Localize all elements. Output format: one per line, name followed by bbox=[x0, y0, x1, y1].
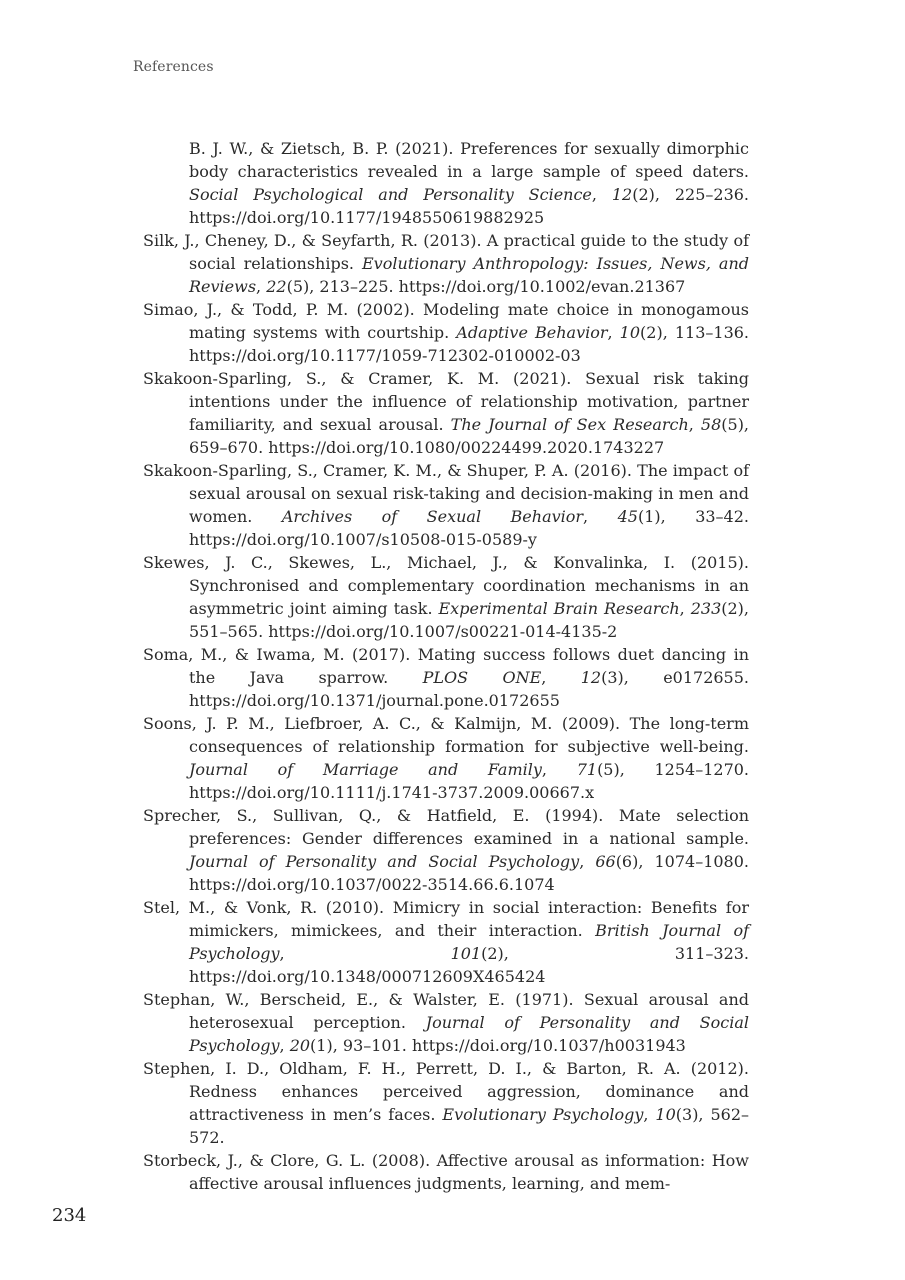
reference-text: Simao, J., & Todd, P. M. (2002). Modeling mate choice in monogamous mating systems with courtship. bbox=[143, 300, 749, 342]
volume: 58 bbox=[700, 415, 722, 434]
reference-text: B. J. W., & Zietsch, B. P. (2021). Preferences for sexually dimorphic body characteristics revealed in a large sample of speed daters. bbox=[189, 139, 749, 181]
reference-tail: (2), 113–136. https://doi.org/10.1177/1059-712302-010002-03 bbox=[189, 323, 750, 365]
volume: 71 bbox=[576, 760, 598, 779]
reference-tail: (5), 1254–1270. https://doi.org/10.1111/j.1741-3737.2009.00667.x bbox=[189, 760, 750, 802]
reference-entry: Simao, J., & Todd, P. M. (2002). Modeling mate choice in monogamous mating systems with courtship. Adaptive Behavior, 10(2), 113–136. https://doi.org/10.1177/1059-712302-010002-03 bbox=[143, 300, 750, 365]
volume: 233 bbox=[690, 599, 722, 618]
reference-text: Stephen, I. D., Oldham, F. H., Perrett, D. I., & Barton, R. A. (2012). Redness enhances perceived aggression, dominance and attractiveness in men’s faces. bbox=[143, 1059, 749, 1124]
reference-tail: (5), 659–670. https://doi.org/10.1080/00224499.2020.1743227 bbox=[189, 415, 750, 457]
journal-title: Journal of Personality and Social Psychology bbox=[189, 852, 580, 871]
reference-text: Sprecher, S., Sullivan, Q., & Hatfield, E. (1994). Mate selection preferences: Gender differences examined in a national sample. bbox=[143, 806, 749, 848]
journal-title: British Journal of Psychology bbox=[189, 921, 749, 963]
journal-title: Evolutionary Anthropology: Issues, News, and Reviews bbox=[189, 254, 749, 296]
journal-title: Journal of Marriage and Family bbox=[189, 760, 542, 779]
volume: 12 bbox=[580, 668, 602, 687]
reference-entry: B. J. W., & Zietsch, B. P. (2021). Preferences for sexually dimorphic body characteristics revealed in a large sample of speed daters. Social Psychological and Personality Science, 12(2), 225–236. https://doi.org/10.1177/1948550619882925 bbox=[189, 139, 750, 227]
journal-title: Experimental Brain Research bbox=[438, 599, 680, 618]
journal-title: The Journal of Sex Research bbox=[450, 415, 689, 434]
volume: 66 bbox=[595, 852, 616, 871]
reference-entry: Soma, M., & Iwama, M. (2017). Mating success follows duet dancing in the Java sparrow. PLOS ONE, 12(3), e0172655. https://doi.org/10.1371/journal.pone.0172655 bbox=[143, 645, 750, 710]
reference-tail: (1), 33–42. https://doi.org/10.1007/s10508-015-0589-y bbox=[189, 507, 749, 549]
reference-text: Stephan, W., Berscheid, E., & Walster, E. (1971). Sexual arousal and heterosexual perception. bbox=[143, 990, 749, 1032]
reference-list bbox=[143, 137, 749, 1195]
volume: 10 bbox=[619, 323, 641, 342]
reference-tail: (3), 562–572. bbox=[189, 1105, 749, 1147]
page-number: 234 bbox=[52, 1205, 87, 1226]
reference-tail: (5), 213–225. https://doi.org/10.1002/evan.21367 bbox=[286, 277, 686, 296]
reference-tail: (2), 311–323. https://doi.org/10.1348/000712609X465424 bbox=[189, 944, 750, 986]
reference-text: Silk, J., Cheney, D., & Seyfarth, R. (2013). A practical guide to the study of social relationships. bbox=[143, 231, 749, 273]
reference-entry: Stel, M., & Vonk, R. (2010). Mimicry in social interaction: Benefits for mimickers, mimickees, and their interaction. British Journal of Psychology, 101(2), 311–323. https://doi.org/10.1348/000712609X465424 bbox=[143, 898, 750, 986]
reference-entry bbox=[143, 1149, 749, 1195]
journal-title: Journal of Personality and Social Psychology bbox=[189, 1013, 750, 1055]
reference-text: Stel, M., & Vonk, R. (2010). Mimicry in social interaction: Benefits for mimickers, mimickees, and their interaction. bbox=[143, 898, 749, 940]
volume: 22 bbox=[266, 277, 287, 296]
running-head: References bbox=[133, 59, 214, 75]
journal-title: Social Psychological and Personality Science bbox=[189, 185, 592, 204]
reference-text: Skakoon-Sparling, S., & Cramer, K. M. (2021). Sexual risk taking intentions under the influence of relationship motivation, partner familiarity, and sexual arousal. bbox=[143, 369, 749, 434]
reference-entry: Skakoon-Sparling, S., Cramer, K. M., & Shuper, P. A. (2016). The impact of sexual arousal on sexual risk-taking and decision-making in men and women. Archives of Sexual Behavior, 45(1), 33–42. https://doi.org/10.1007/s10508-015-0589-y bbox=[143, 461, 749, 549]
reference-text: Storbeck, J., & Clore, G. L. (2008). Affective arousal as information: How affective arousal influences judgments, learning, and mem- bbox=[143, 1151, 749, 1193]
journal-title: Adaptive Behavior bbox=[456, 323, 608, 342]
reference-text: Soma, M., & Iwama, M. (2017). Mating success follows duet dancing in the Java sparrow. bbox=[143, 645, 749, 687]
reference-entry: Stephan, W., Berscheid, E., & Walster, E. (1971). Sexual arousal and heterosexual perception. Journal of Personality and Social Psychology, 20(1), 93–101. https://doi.org/10.1037/h0031943 bbox=[143, 990, 750, 1055]
volume: 101 bbox=[450, 944, 482, 963]
journal-title: Archives of Sexual Behavior bbox=[281, 507, 584, 526]
journal-title: Evolutionary Psychology bbox=[442, 1105, 644, 1124]
reference-entry: Soons, J. P. M., Liefbroer, A. C., & Kalmijn, M. (2009). The long-term consequences of relationship formation for subjective well-being. Journal of Marriage and Family, 71(5), 1254–1270. https://doi.org/10.1111/j.1741-3737.2009.00667.x bbox=[143, 714, 750, 802]
journal-title: PLOS ONE bbox=[422, 668, 542, 687]
reference-text: Soons, J. P. M., Liefbroer, A. C., & Kalmijn, M. (2009). The long-term consequences of relationship formation for subjective well-being. bbox=[143, 714, 749, 756]
volume: 45 bbox=[617, 507, 638, 526]
volume: 20 bbox=[289, 1036, 311, 1055]
reference-entry: Silk, J., Cheney, D., & Seyfarth, R. (2013). A practical guide to the study of social relationships. Evolutionary Anthropology: Issues, News, and Reviews, 22(5), 213–225. https://doi.org/10.1002/evan.21367 bbox=[143, 231, 749, 296]
reference-entry: Stephen, I. D., Oldham, F. H., Perrett, D. I., & Barton, R. A. (2012). Redness enhances perceived aggression, dominance and attractiveness in men’s faces. Evolutionary Psychology, 10(3), 562–572. bbox=[143, 1059, 749, 1147]
reference-entry: Sprecher, S., Sullivan, Q., & Hatfield, E. (1994). Mate selection preferences: Gender differences examined in a national sample. Journal of Personality and Social Psychology, 66(6), 1074–1080. https://doi.org/10.1037/0022-3514.66.6.1074 bbox=[143, 806, 749, 894]
reference-tail: (3), e0172655. https://doi.org/10.1371/journal.pone.0172655 bbox=[189, 668, 750, 710]
volume: 12 bbox=[611, 185, 633, 204]
reference-text: Skewes, J. C., Skewes, L., Michael, J., & Konvalinka, I. (2015). Synchronised and complementary coordination mechanisms in an asymmetric joint aiming task. bbox=[143, 553, 749, 618]
reference-text: Skakoon-Sparling, S., Cramer, K. M., & Shuper, P. A. (2016). The impact of sexual arousal on sexual risk-taking and decision-making in men and women. bbox=[143, 461, 749, 526]
reference-entry: Skakoon-Sparling, S., & Cramer, K. M. (2021). Sexual risk taking intentions under the influence of relationship motivation, partner familiarity, and sexual arousal. The Journal of Sex Research, 58(5), 659–670. https://doi.org/10.1080/00224499.2020.1743227 bbox=[143, 369, 750, 457]
reference-tail: (2), 551–565. https://doi.org/10.1007/s00221-014-4135-2 bbox=[189, 599, 749, 641]
reference-tail: (2), 225–236. https://doi.org/10.1177/1948550619882925 bbox=[189, 185, 750, 227]
reference-tail: (6), 1074–1080. https://doi.org/10.1037/0022-3514.66.6.1074 bbox=[189, 852, 749, 894]
volume: 10 bbox=[655, 1105, 676, 1124]
reference-entry: Skewes, J. C., Skewes, L., Michael, J., & Konvalinka, I. (2015). Synchronised and complementary coordination mechanisms in an asymmetric joint aiming task. Experimental Brain Research, 233(2), 551–565. https://doi.org/10.1007/s00221-014-4135-2 bbox=[143, 553, 749, 641]
reference-tail: (1), 93–101. https://doi.org/10.1037/h0031943 bbox=[310, 1036, 686, 1055]
